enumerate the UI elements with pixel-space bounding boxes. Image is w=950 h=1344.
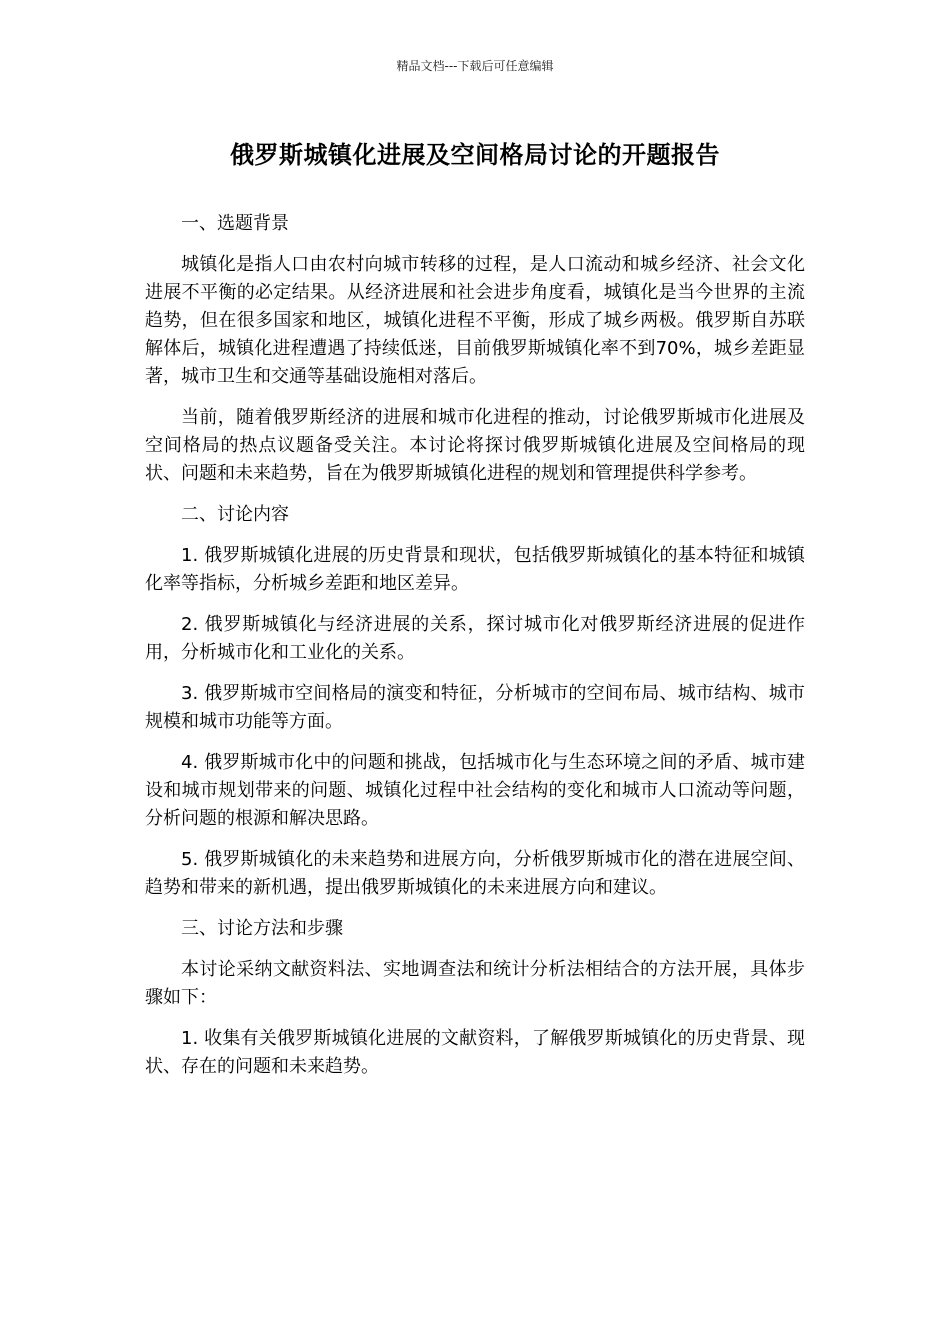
section-heading-methods: 三、讨论方法和步骤 — [181, 918, 343, 939]
page-header-watermark: 精品文档---下载后可任意编辑 — [396, 59, 554, 73]
document-title: 俄罗斯城镇化进展及空间格局讨论的开题报告 — [230, 141, 720, 169]
paragraph-methods-intro: 本讨论采纳文献资料法、实地调查法和统计分析法相结合的方法开展，具体步骤如下： — [145, 959, 805, 1008]
method-step-1: 1. 收集有关俄罗斯城镇化进展的文献资料，了解俄罗斯城镇化的历史背景、现状、存在的问题和未来趋势。 — [145, 1028, 805, 1077]
document-body — [145, 210, 805, 1094]
section-heading-background: 一、选题背景 — [181, 213, 289, 234]
content-item-3: 3. 俄罗斯城市空间格局的演变和特征，分析城市的空间布局、城市结构、城市规模和城市功能等方面。 — [145, 683, 805, 732]
content-item-2: 2. 俄罗斯城镇化与经济进展的关系，探讨城市化对俄罗斯经济进展的促进作用，分析城市化和工业化的关系。 — [145, 614, 805, 663]
content-item-1: 1. 俄罗斯城镇化进展的历史背景和现状，包括俄罗斯城镇化的基本特征和城镇化率等指标，分析城乡差距和地区差异。 — [145, 545, 805, 594]
content-item-5: 5. 俄罗斯城镇化的未来趋势和进展方向，分析俄罗斯城市化的潜在进展空间、趋势和带来的新机遇，提出俄罗斯城镇化的未来进展方向和建议。 — [145, 849, 805, 898]
content-item-4: 4. 俄罗斯城市化中的问题和挑战，包括城市化与生态环境之间的矛盾、城市建设和城市规划带来的问题、城镇化过程中社会结构的变化和城市人口流动等问题，分析问题的根源和解决思路。 — [145, 752, 805, 829]
section-heading-content: 二、讨论内容 — [181, 504, 289, 525]
paragraph-research-purpose: 当前，随着俄罗斯经济的进展和城市化进程的推动，讨论俄罗斯城市化进展及空间格局的热点议题备受关注。本讨论将探讨俄罗斯城镇化进展及空间格局的现状、问题和未来趋势，旨在为俄罗斯城镇化进程的规划和管理提供科学参考。 — [145, 407, 805, 484]
paragraph-urbanization-definition: 城镇化是指人口由农村向城市转移的过程，是人口流动和城乡经济、社会文化进展不平衡的必定结果。从经济进展和社会进步角度看，城镇化是当今世界的主流趋势，但在很多国家和地区，城镇化进程不平衡，形成了城乡两极。俄罗斯自苏联解体后，城镇化进程遭遇了持续低迷，目前俄罗斯城镇化率不到70%，城乡差距显著，城市卫生和交通等基础设施相对落后。 — [145, 254, 805, 387]
